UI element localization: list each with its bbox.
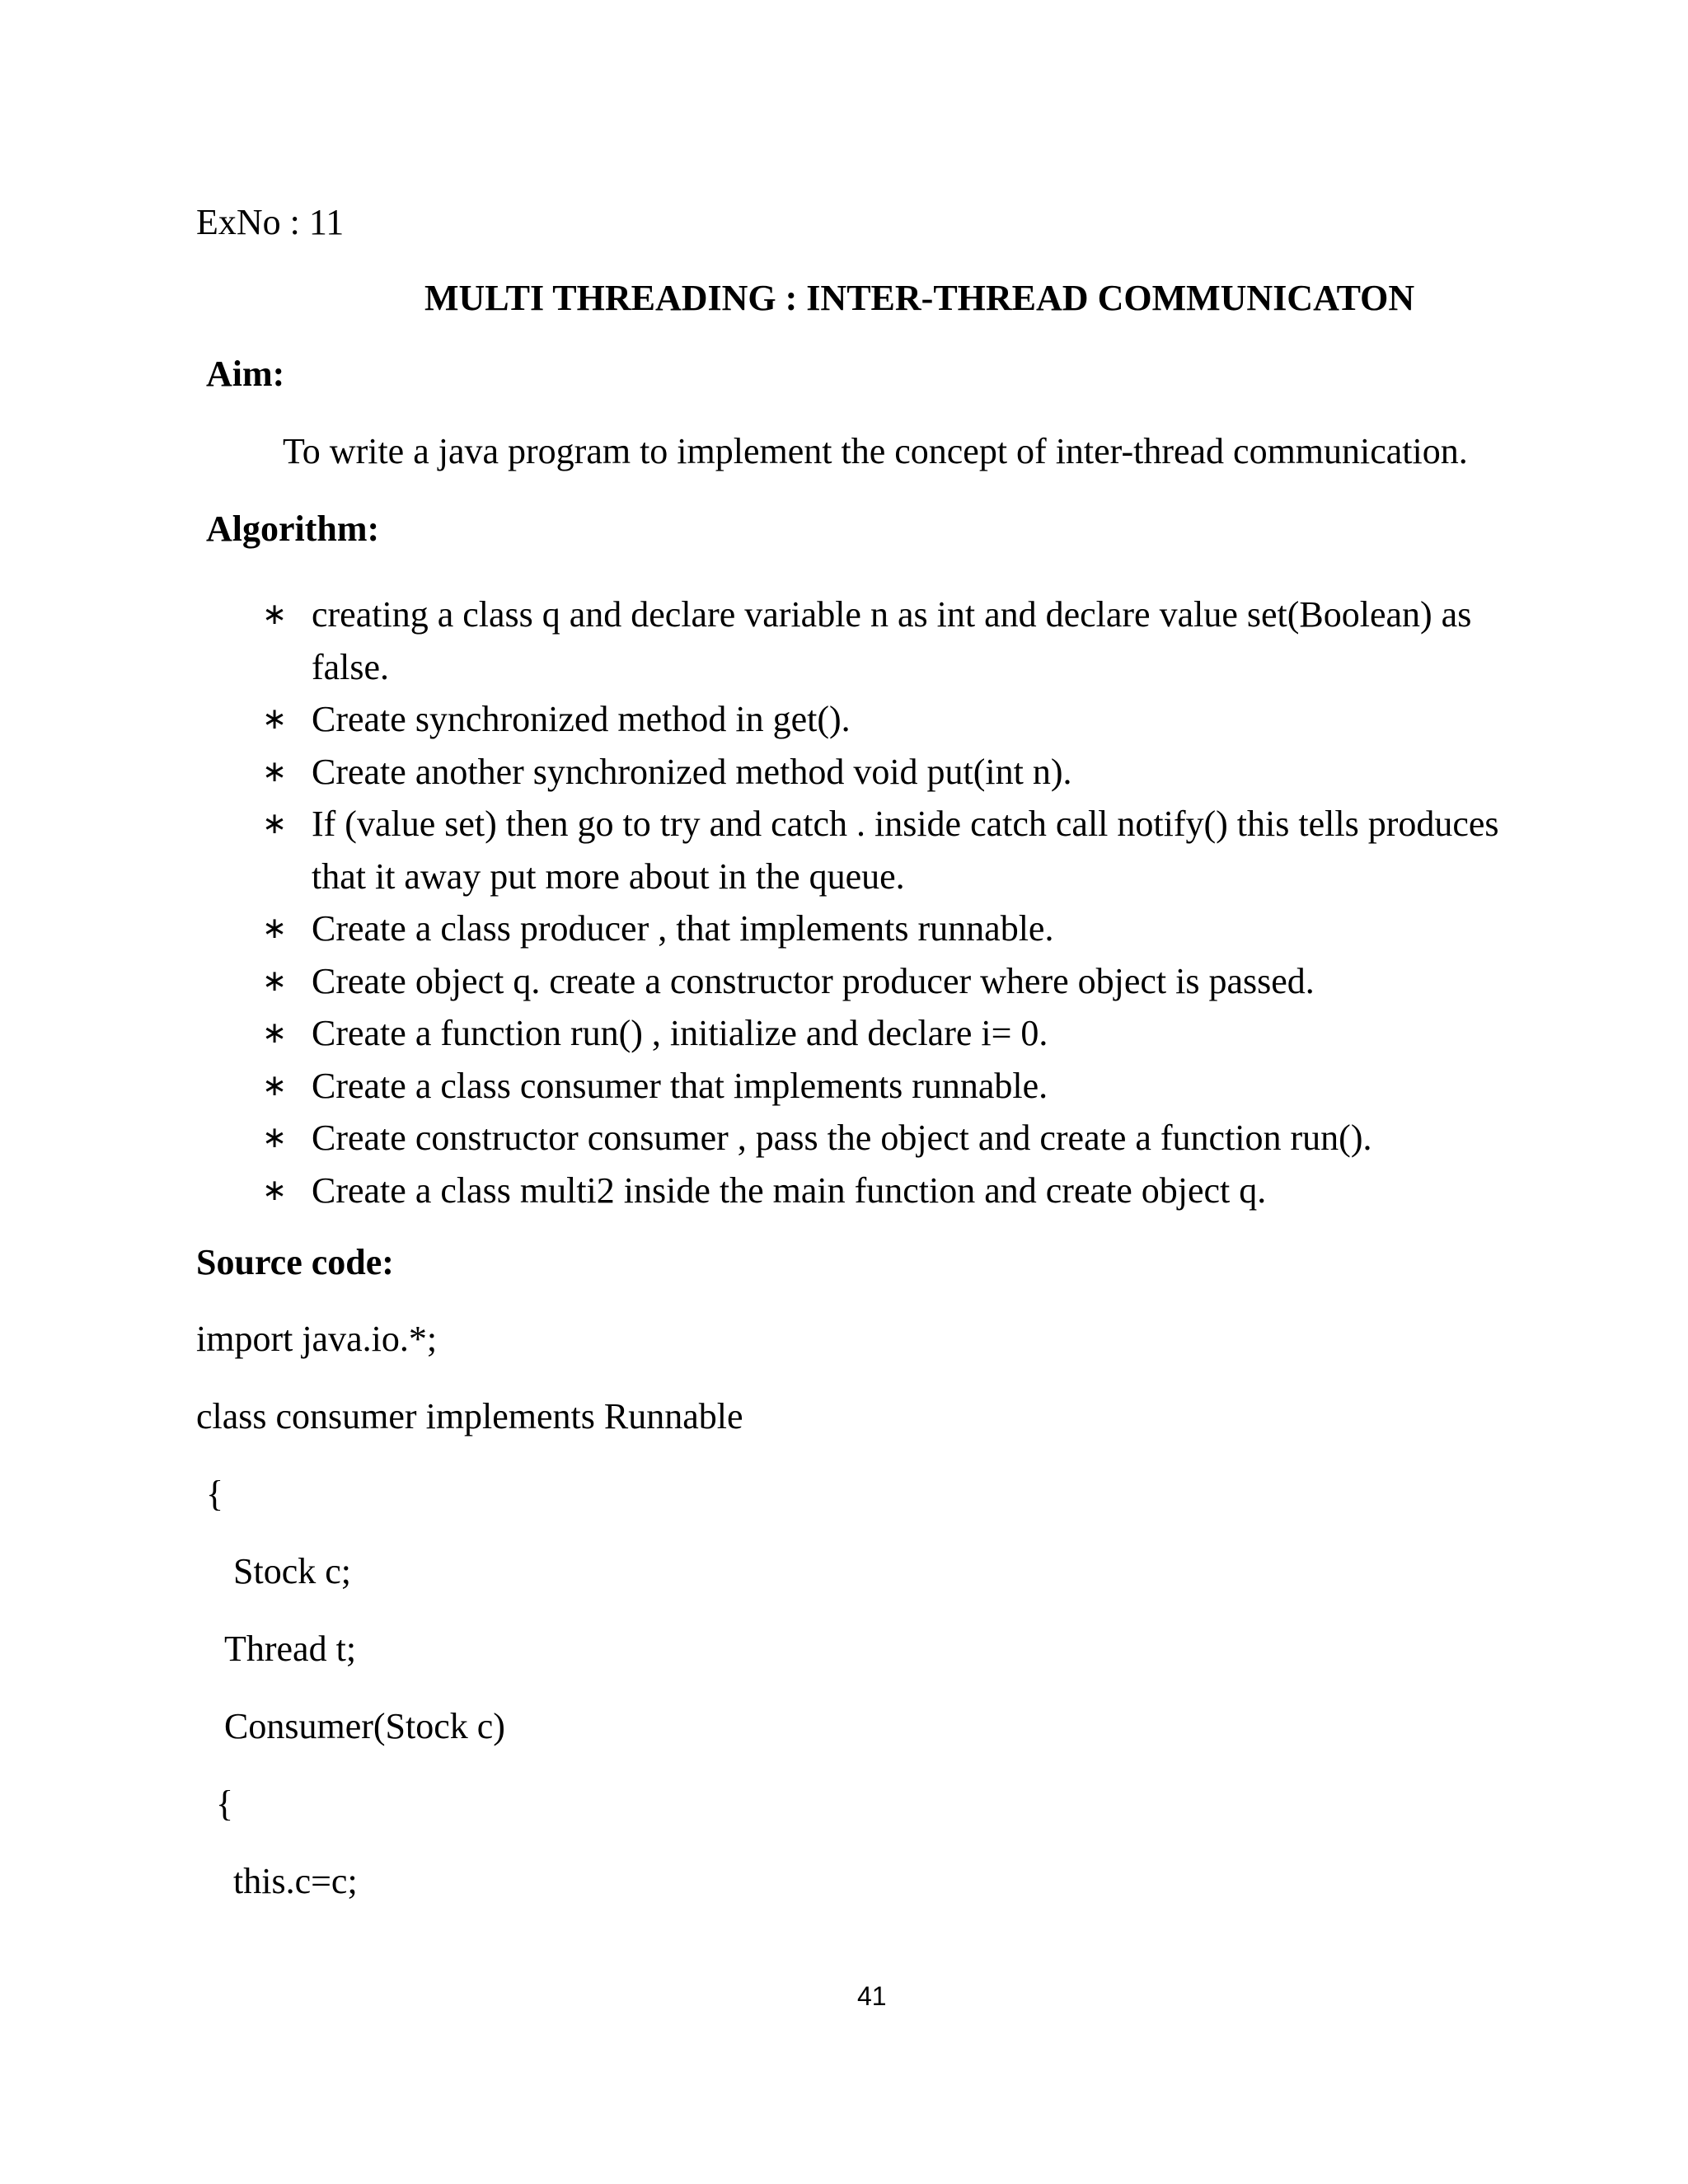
- algorithm-step-text: creating a class q and declare variable n as int and declare value set(Boolean) as false.: [312, 594, 1472, 687]
- bullet-icon: ∗: [262, 1121, 288, 1155]
- algorithm-step: [262, 955, 1548, 1008]
- code-line: {: [216, 1783, 234, 1824]
- bullet-icon: ∗: [262, 754, 288, 789]
- code-line: import java.io.*;: [196, 1319, 438, 1359]
- bullet-icon: ∗: [262, 912, 288, 945]
- algorithm-step-text: Create a class consumer that implements runnable.: [312, 1065, 1048, 1106]
- code-line: Thread t;: [224, 1629, 357, 1669]
- algorithm-step-text: Create object q. create a constructor producer where object is passed.: [312, 960, 1315, 1001]
- algorithm-step-text: Create synchronized method in get().: [312, 699, 851, 739]
- algorithm-step: [262, 798, 1548, 902]
- bullet-icon: ∗: [262, 1068, 288, 1103]
- page-number: 41: [857, 1981, 887, 2011]
- source-code-heading: Source code:: [196, 1242, 394, 1282]
- aim-heading: Aim:: [206, 354, 285, 394]
- algorithm-step: [262, 1112, 1548, 1165]
- algorithm-step: [262, 1060, 1548, 1113]
- algorithm-step: [262, 693, 1548, 746]
- algorithm-step: [262, 1007, 1548, 1060]
- algorithm-step: [262, 588, 1548, 693]
- aim-text: To write a java program to implement the concept of inter-thread communication.: [283, 431, 1468, 471]
- algorithm-step: [262, 1165, 1548, 1217]
- bullet-icon: ∗: [262, 807, 288, 841]
- algorithm-step-text: Create a class producer , that implements runnable.: [312, 908, 1054, 949]
- code-line: this.c=c;: [233, 1861, 358, 1901]
- bullet-icon: ∗: [262, 702, 288, 736]
- algorithm-step-text: Create another synchronized method void put(int n).: [312, 751, 1072, 792]
- algorithm-step-text: If (value set) then go to try and catch . inside catch call notify() this tells produces that it away put more about in the queue.: [312, 804, 1499, 897]
- bullet-icon: ∗: [262, 1016, 288, 1050]
- bullet-icon: ∗: [262, 598, 288, 631]
- code-line: Consumer(Stock c): [224, 1706, 505, 1746]
- exercise-number: ExNo : 11: [196, 202, 345, 242]
- algorithm-list: [262, 588, 1548, 1216]
- code-line: Stock c;: [233, 1551, 351, 1591]
- page-title: MULTI THREADING : INTER-THREAD COMMUNICATON: [424, 278, 1415, 318]
- bullet-icon: ∗: [262, 963, 288, 998]
- algorithm-heading: Algorithm:: [206, 509, 380, 549]
- algorithm-step-text: Create a function run() , initialize and declare i= 0.: [312, 1013, 1048, 1053]
- algorithm-step: [262, 746, 1548, 799]
- code-line: class consumer implements Runnable: [196, 1396, 743, 1436]
- bullet-icon: ∗: [262, 1173, 288, 1207]
- code-line: {: [206, 1474, 224, 1514]
- algorithm-step: [262, 902, 1548, 955]
- algorithm-step-text: Create a class multi2 inside the main function and create object q.: [312, 1169, 1267, 1211]
- algorithm-step-text: Create constructor consumer , pass the object and create a function run().: [312, 1118, 1372, 1158]
